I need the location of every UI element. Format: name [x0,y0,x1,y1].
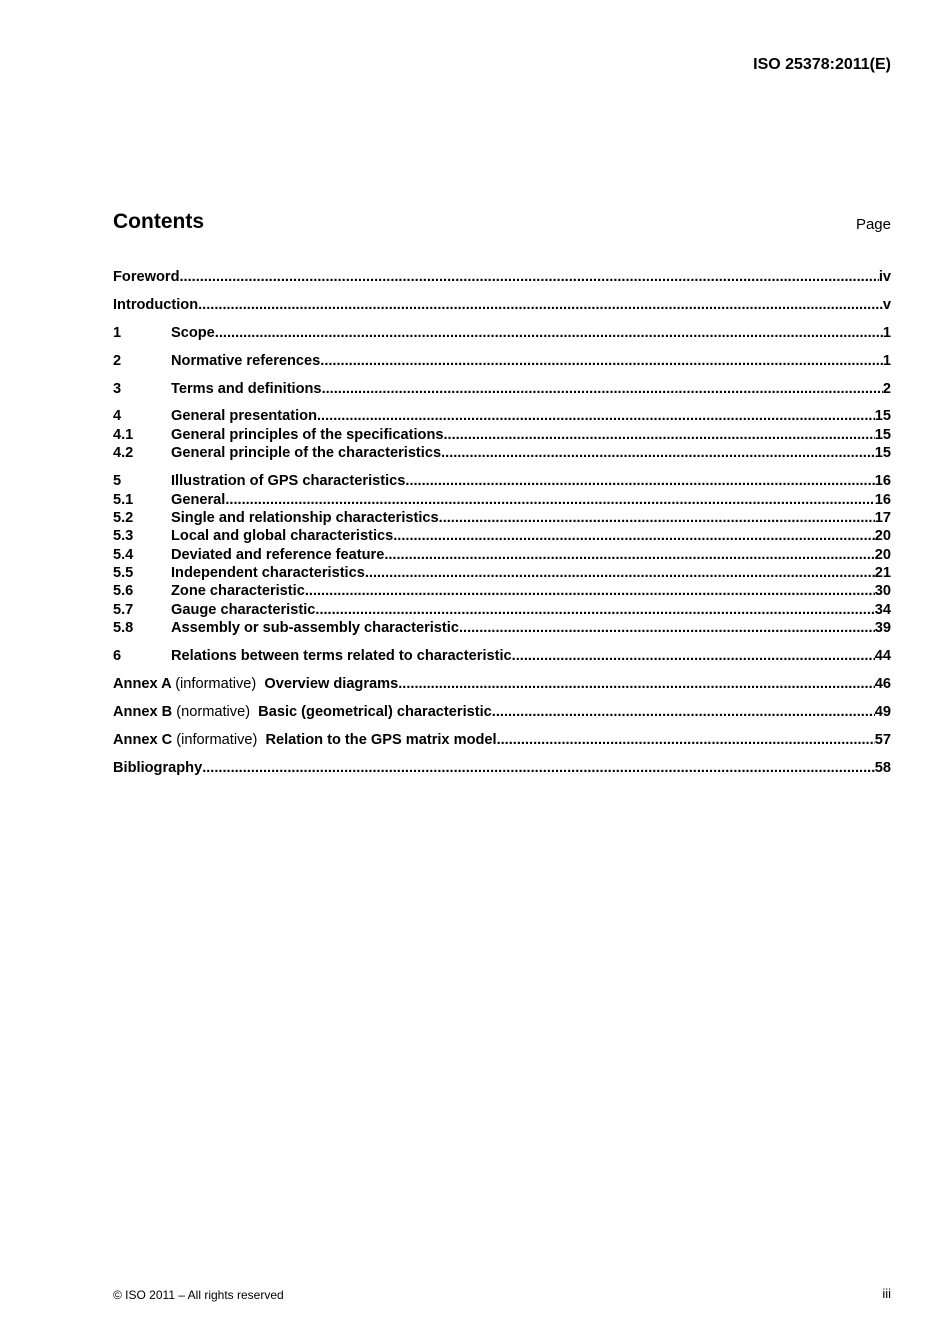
toc-entry-page: 15 [874,445,891,462]
toc-annex-label: Annex C [113,731,173,748]
toc-entry-title: Bibliography [113,759,203,776]
toc-entry[interactable] [113,352,891,370]
toc-dot-leader [384,546,874,564]
toc-dot-leader [459,619,875,637]
toc-entry-title-group [171,527,393,545]
toc-entry[interactable] [113,380,891,398]
toc-dot-leader [317,407,875,425]
toc-entry-title: Overview diagrams [264,676,399,693]
toc-annex-label: Annex A [113,676,172,693]
toc-entry-number: 5.5 [113,565,134,582]
toc-entry-title: Basic (geometrical) characteristic [258,703,492,720]
toc-entry-title: General presentation [171,408,317,425]
toc-entry-number: 4.1 [113,426,134,443]
toc-entry-page: 39 [874,620,891,637]
toc-entry-page: 16 [874,473,891,490]
toc-dot-leader [365,564,875,582]
toc-entry-page: 17 [874,509,891,526]
toc-entry-number: 5.6 [113,583,134,600]
toc-entry[interactable] [113,491,891,509]
toc-entry-title-group [113,731,497,749]
toc-entry[interactable] [113,527,891,545]
toc-dot-leader [198,296,883,314]
toc-entry-number: 4.2 [113,445,134,462]
toc-entry-title: Independent characteristics [171,565,365,582]
toc-dot-leader [215,324,883,342]
toc-entry-page: 1 [882,324,891,341]
toc-entry-title-group [171,380,322,398]
toc-entry-title-group [171,619,459,637]
toc-entry-title-group [171,472,405,490]
toc-entry-number: 3 [113,380,122,397]
page-column-label: Page [855,216,891,233]
toc-dot-leader [305,582,875,600]
toc-entry-title-group [171,426,444,444]
toc-entry-title: General [171,491,226,508]
toc-entry-title: Introduction [113,296,199,313]
toc-entry-number: 5.1 [113,491,134,508]
table-of-contents [113,268,891,777]
toc-entry-title: Deviated and reference feature [171,546,385,563]
page-number: iii [882,1286,891,1301]
toc-entry-page: 1 [882,352,891,369]
toc-entry-title-group [171,444,441,462]
toc-dot-leader [441,444,875,462]
toc-entry-title-group [171,564,365,582]
toc-entry-title: Illustration of GPS characteristics [171,473,406,490]
toc-entry-number: 5.7 [113,601,134,618]
toc-entry-page: iv [878,269,891,285]
toc-entry[interactable] [113,564,891,582]
toc-dot-leader [320,352,883,370]
toc-entry-title: Local and global characteristics [171,528,394,545]
toc-entry[interactable] [113,509,891,527]
toc-entry-page: 2 [882,380,891,397]
toc-entry-page: 46 [874,676,891,693]
toc-entry-number: 5.4 [113,546,134,563]
toc-entry-page: 15 [874,426,891,443]
toc-entry-title-group [113,296,198,314]
toc-entry-title: Zone characteristic [171,583,305,600]
toc-dot-leader [439,509,875,527]
toc-entry[interactable] [113,472,891,490]
toc-dot-leader [492,703,875,721]
toc-entry-number: 5.8 [113,620,134,637]
toc-entry-title-group [171,509,439,527]
toc-entry[interactable] [113,582,891,600]
toc-entry-number: 5.2 [113,509,134,526]
toc-dot-leader [179,268,878,286]
toc-annex-label: Annex B [113,703,173,720]
toc-entry-title: Normative references [171,352,321,369]
toc-entry-page: 16 [874,491,891,508]
toc-dot-leader [393,527,875,545]
toc-entry-page: 21 [874,565,891,582]
toc-entry-title: Foreword [113,269,180,285]
toc-entry-title: Gauge characteristic [171,601,316,618]
toc-entry-page: 49 [874,703,891,720]
toc-dot-leader [444,426,875,444]
toc-entry-title-group [171,601,315,619]
toc-entry-page: 15 [874,408,891,425]
toc-entry-title: Assembly or sub-assembly characteristic [171,620,459,637]
toc-entry-title-group [171,647,512,665]
toc-entry-title-group [171,546,384,564]
toc-entry-number: 1 [113,324,122,341]
toc-entry-title-group [171,491,225,509]
copyright-notice: © ISO 2011 – All rights reserved [113,1288,284,1302]
toc-entry-number: 4 [113,408,122,425]
toc-dot-leader [497,731,875,749]
toc-annex-qualifier: (normative) [176,703,251,720]
toc-entry[interactable] [113,619,891,637]
toc-entry[interactable] [113,703,891,721]
toc-entry[interactable] [113,268,891,286]
toc-entry-page: 57 [874,731,891,748]
toc-entry-title-group [171,352,320,370]
toc-annex-qualifier: (informative) [175,676,257,693]
toc-entry-page: v [882,296,891,313]
toc-entry[interactable] [113,675,891,693]
toc-entry-title-group [171,582,305,600]
document-id: ISO 25378:2011(E) [753,56,891,73]
toc-entry[interactable] [113,759,891,777]
toc-entry-title-group [171,407,317,425]
toc-entry-number: 2 [113,352,122,369]
toc-entry-title: Relations between terms related to characteristic [171,648,512,665]
toc-dot-leader [315,601,874,619]
toc-entry[interactable] [113,407,891,425]
toc-entry-page: 30 [874,583,891,600]
toc-entry-number: 5 [113,473,122,490]
toc-entry[interactable] [113,647,891,665]
toc-entry-title-group [113,675,398,693]
toc-entry-title-group [171,324,215,342]
toc-entry-title: Terms and definitions [171,380,322,397]
toc-dot-leader [398,675,875,693]
toc-entry-page: 20 [874,546,891,563]
toc-entry-page: 58 [874,759,891,776]
toc-dot-leader [322,380,883,398]
toc-dot-leader [405,472,874,490]
toc-entry-number: 5.3 [113,528,134,545]
toc-entry[interactable] [113,324,891,342]
toc-entry-title-group [113,268,179,286]
toc-entry[interactable] [113,296,891,314]
toc-entry-title: Scope [171,324,215,341]
toc-entry-title-group [113,703,492,721]
toc-entry-page: 34 [874,601,891,618]
toc-entry[interactable] [113,546,891,564]
toc-entry[interactable] [113,601,891,619]
toc-entry-number: 6 [113,648,122,665]
toc-entry-title: Relation to the GPS matrix model [265,731,497,748]
contents-heading: Contents [113,210,204,233]
toc-entry[interactable] [113,731,891,749]
toc-annex-qualifier: (informative) [176,731,258,748]
toc-entry-page: 20 [874,528,891,545]
toc-dot-leader [512,647,875,665]
toc-entry-title: General principle of the characteristics [171,445,442,462]
toc-entry-title: General principles of the specifications [171,426,444,443]
toc-dot-leader [225,491,874,509]
toc-dot-leader [202,759,875,777]
toc-entry[interactable] [113,426,891,444]
toc-entry[interactable] [113,444,891,462]
toc-entry-page: 44 [874,648,891,665]
toc-entry-title-group [113,759,202,777]
toc-entry-title: Single and relationship characteristics [171,509,439,526]
